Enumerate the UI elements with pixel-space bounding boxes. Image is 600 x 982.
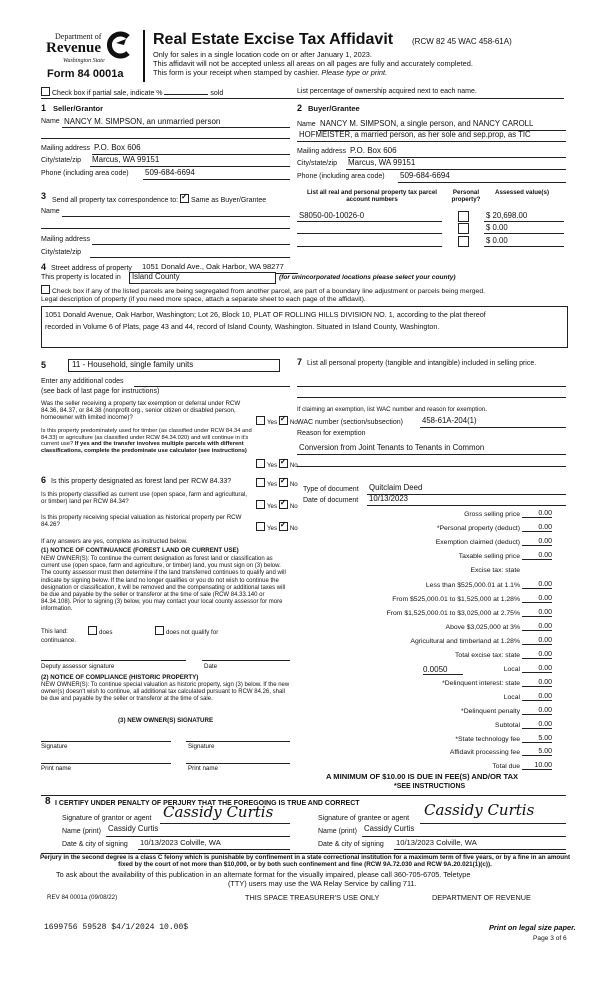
tax-row-label: Taxable selling price bbox=[458, 553, 520, 560]
subtotal[interactable]: 0.00 bbox=[522, 721, 552, 729]
exemption-claimed[interactable]: 0.00 bbox=[522, 538, 552, 546]
treasurer-use-only: THIS SPACE TREASURER'S USE ONLY bbox=[245, 893, 380, 902]
land-use-code: 11 - Household, single family units bbox=[72, 360, 194, 369]
rule bbox=[41, 795, 566, 796]
same-as-buyer-checkbox[interactable] bbox=[180, 194, 189, 203]
tax-row-label: Excise tax: state bbox=[470, 567, 520, 574]
historic-yes-checkbox[interactable] bbox=[256, 522, 265, 531]
buyer-mailing-label: Mailing address bbox=[297, 148, 347, 155]
legal-paper-note: Print on legal size paper. bbox=[489, 923, 576, 932]
exemption-prompt: If claiming an exemption, list WAC number and reason for exemption. bbox=[297, 406, 487, 413]
personal-property-deduct[interactable]: 0.00 bbox=[522, 524, 552, 532]
tax-tier-1[interactable]: 0.00 bbox=[522, 581, 552, 589]
affidavit-processing-fee[interactable]: 5.00 bbox=[522, 748, 552, 756]
notice3-title: (3) NEW OWNER(S) SIGNATURE bbox=[118, 717, 214, 724]
tax-tier-4[interactable]: 0.00 bbox=[522, 623, 552, 631]
seller-city-field[interactable]: Marcus, WA 99151 bbox=[92, 155, 160, 164]
buyer-phone-label: Phone (including area code) bbox=[297, 173, 385, 180]
forest-yes-checkbox[interactable] bbox=[256, 478, 265, 487]
see-instructions-note: *SEE INSTRUCTIONS bbox=[394, 783, 466, 790]
footer-department: DEPARTMENT OF REVENUE bbox=[432, 893, 531, 902]
buyer-name-label: Name bbox=[297, 121, 316, 128]
sec7-text: List all personal property (tangible and intangible) included in selling price. bbox=[307, 360, 537, 367]
delinquent-interest-state[interactable]: 0.00 bbox=[522, 679, 552, 687]
delinquent-interest-local[interactable]: 0.00 bbox=[522, 693, 552, 701]
doc-date-field[interactable]: 10/13/2023 bbox=[369, 494, 409, 503]
current-use-yes-checkbox[interactable] bbox=[256, 500, 265, 509]
assessed-value[interactable]: $ 0.00 bbox=[486, 236, 508, 245]
buyer-name-line1[interactable]: NANCY M. SIMPSON, a single person, and NANCY CAROLL bbox=[320, 119, 534, 128]
parcel-number[interactable]: S8050-00-10026-0 bbox=[299, 211, 365, 220]
grantee-date-city[interactable]: 10/13/2023 Colville, WA bbox=[396, 838, 477, 847]
county-select[interactable] bbox=[129, 272, 276, 284]
legal-description-field[interactable] bbox=[41, 306, 568, 348]
deputy-signature-label: Deputy assessor signature bbox=[41, 663, 115, 670]
tax-row-label: Local bbox=[503, 694, 520, 701]
buyer-heading: Buyer/Grantee bbox=[308, 104, 360, 113]
owner-print-label: Print name bbox=[41, 765, 71, 772]
form-revision: REV 84 0001a (09/08/22) bbox=[47, 894, 118, 901]
dept-line2: Revenue bbox=[46, 40, 101, 56]
sec6-q3-answer: Yes ✓ No bbox=[256, 522, 298, 532]
local-rate[interactable]: 0.0050 bbox=[423, 665, 463, 675]
historic-no-checkbox[interactable] bbox=[279, 522, 288, 531]
assessed-col-header: Assessed value(s) bbox=[495, 189, 549, 196]
minimum-due-note: A MINIMUM OF $10.00 IS DUE IN FEE(S) AND/OR TAX bbox=[326, 772, 519, 781]
buyer-city-field[interactable]: Marcus, WA 99151 bbox=[348, 158, 416, 167]
seller-name-field[interactable]: NANCY M. SIMPSON, an unmarried person bbox=[64, 117, 221, 126]
doc-date-label: Date of document bbox=[303, 497, 359, 504]
if-yes-note: If any answers are yes, complete as instructed below. bbox=[41, 538, 188, 545]
alt-format-line2: (TTY) users may use the WA Relay Service by calling 711. bbox=[228, 879, 417, 888]
this-land-label: This land: bbox=[41, 628, 68, 635]
land-use-code-select[interactable] bbox=[68, 359, 280, 372]
perjury-notice: Perjury in the second degree is a class C felony which is punishable by confinement in a state correctional institution for a maximum term of five years, or by a fine in an amount fixed by the court of not more than $10,000, or by both such confinement and fine (RCW 9A.72.030 and RCW 9A.20.021(1)(c)). bbox=[39, 854, 571, 869]
reason-label: Reason for exemption bbox=[297, 430, 366, 437]
total-excise-state[interactable]: 0.00 bbox=[522, 651, 552, 659]
sec5-q2: Is this property predominately used for timber (as classified under RCW 84.34 and 84.33) or agriculture (as classified under RCW 84.34.020) and will continue in it's current use? If yes and the transfer involves multiple parcels with different classifications, complete the predominate use calculator (see instructions) bbox=[41, 428, 252, 454]
notice2-body: NEW OWNER(S): To continue special valuation as historic property, sign (3) below. If the new owner(s) doesn't wish to continue, all additional tax calculated pursuant to RCW 84.26, shall be due and payable by the seller or transferor at the time of sale. bbox=[41, 682, 290, 703]
q2-yes-checkbox[interactable] bbox=[256, 459, 265, 468]
buyer-mailing-field[interactable]: P.O. Box 606 bbox=[350, 146, 397, 155]
header-divider bbox=[143, 30, 145, 82]
seller-number: 1 bbox=[41, 103, 47, 113]
sec3-text: Send all property tax correspondence to: ✓ Same as Buyer/Grantee bbox=[52, 194, 266, 205]
reason-field[interactable]: Conversion from Joint Tenants to Tenants in Common bbox=[299, 443, 485, 452]
tax-row-label: Gross selling price bbox=[464, 511, 520, 518]
see-back-label: (see back of last page for instructions) bbox=[41, 388, 160, 395]
notice1-title: (1) NOTICE OF CONTINUANCE (FOREST LAND OR CURRENT USE) bbox=[41, 547, 239, 554]
seller-heading: Seller/Grantor bbox=[53, 104, 104, 113]
sec4-number: 4 bbox=[41, 262, 47, 272]
seller-phone-label: Phone (including area code) bbox=[41, 170, 129, 177]
tax-row-label: From $1,525,000.01 to $3,025,000 at 2.75% bbox=[386, 610, 520, 617]
continuance-label: continuance. bbox=[41, 637, 77, 644]
sec6-q1-answer: Yes ✓ No bbox=[256, 478, 298, 488]
assessed-value[interactable]: $ 0.00 bbox=[486, 223, 508, 232]
tax-row-label: Exemption claimed (deduct) bbox=[435, 539, 520, 546]
tax-row-label: *Delinquent interest: state bbox=[442, 680, 520, 687]
tax-tier-2[interactable]: 0.00 bbox=[522, 595, 552, 603]
alt-format-line1: To ask about the availability of this publication in an alternate format for the visually impaired, please call 360-705-6705. Teletype bbox=[56, 870, 471, 879]
tax-row-label: Less than $525,000.01 at 1.1% bbox=[425, 582, 520, 589]
tax-row-label: Above $3,025,000 at 3% bbox=[445, 624, 520, 631]
legal-line-1: 1051 Donald Avenue, Oak Harbor, Washington; Lot 26, Block 10, PLAT OF ROLLING HILLS DIVISION NO. 1, according to the plat thereof bbox=[45, 310, 486, 319]
sec6-q3: Is this property receiving special valuation as historical property per RCW 84.26? bbox=[41, 514, 242, 529]
sec8-number: 8 bbox=[45, 796, 51, 807]
header-note-3: This form is your receipt when stamped by cashier. Please type or print. bbox=[153, 68, 388, 77]
owner2-print-label: Print name bbox=[188, 765, 218, 772]
sec5-number: 5 bbox=[41, 360, 47, 370]
grantor-signature-label: Signature of grantor or agent bbox=[62, 815, 152, 822]
notice1-body: NEW OWNER(S): To continue the current designation as forest land or classification as current use (open space, farm and agriculture, or timber) land, you must sign on (3) below. The county assessor must then determine if the land transferred continues to qualify and will indicate by signing below. If the land no longer qualifies or you do not wish to continue the designation or classification, it will be removed and the compensating or additional taxes will be due and payable by the seller or transferor at the time of sale (RCW 84.33.140 or 84.34.108). Prior to signing (3) below, you may contact your local county assessor for more information. bbox=[41, 556, 286, 613]
form-title: Real Estate Excise Tax Affidavit bbox=[153, 31, 394, 48]
tax-row-label: Affidavit processing fee bbox=[449, 749, 520, 756]
doc-type-field[interactable]: Quitclaim Deed bbox=[369, 483, 423, 492]
grantor-signature[interactable]: Cassidy Curtis bbox=[163, 803, 274, 821]
gross-selling-price[interactable]: 0.00 bbox=[522, 510, 552, 518]
segregated-row: Check box if any of the listed parcels are being segregated from another parcel, are part of a boundary line adjustment or parcels being merged. bbox=[41, 285, 485, 296]
sec3-number: 3 bbox=[41, 191, 47, 201]
seller-name-label: Name bbox=[41, 118, 60, 125]
q1-yes-checkbox[interactable] bbox=[256, 416, 265, 425]
county-note: (for unincorporated locations please select your county) bbox=[279, 274, 456, 281]
q1-no-checkbox[interactable] bbox=[279, 416, 288, 425]
tax-tier-3[interactable]: 0.00 bbox=[522, 609, 552, 617]
delinquent-penalty[interactable]: 0.00 bbox=[522, 707, 552, 715]
legal-line-2: recorded in Volume 6 of Plats, page 43 and 44, record of Island County, Washington. Situated in Island County, Washington. bbox=[45, 322, 440, 331]
dept-line3: Washington State bbox=[63, 58, 105, 64]
sec3-name-label: Name bbox=[41, 208, 60, 215]
segregated-checkbox[interactable] bbox=[41, 285, 50, 294]
sec3-city-label: City/state/zip bbox=[41, 249, 82, 256]
total-due[interactable]: 10.00 bbox=[522, 762, 552, 770]
forest-no-checkbox[interactable] bbox=[279, 478, 288, 487]
form-rcw: (RCW 82 45 WAC 458-61A) bbox=[412, 37, 512, 46]
seller-city-label: City/state/zip bbox=[41, 157, 82, 164]
owner-signature-label: Signature bbox=[41, 743, 68, 750]
rule bbox=[41, 98, 564, 99]
sec7-number: 7 bbox=[297, 357, 303, 367]
county-value: Island County bbox=[132, 272, 180, 281]
owner2-signature-label: Signature bbox=[188, 743, 215, 750]
seller-mailing-field[interactable]: P.O. Box 606 bbox=[94, 143, 141, 152]
seller-mailing-label: Mailing address bbox=[41, 145, 91, 152]
does-checkbox[interactable] bbox=[88, 626, 97, 635]
buyer-city-label: City/state/zip bbox=[297, 160, 338, 167]
sec6-q1: Is this property designated as forest land per RCW 84.33? bbox=[51, 478, 232, 485]
ownership-note: List percentage of ownership acquired next to each name. bbox=[297, 88, 477, 95]
does-option: does bbox=[88, 626, 112, 636]
tax-row-label: *State technology fee bbox=[455, 736, 520, 743]
local-tax[interactable]: 0.00 bbox=[522, 665, 552, 673]
sec6-number: 6 bbox=[41, 475, 47, 485]
tax-row-label: Total due bbox=[492, 763, 520, 770]
buyer-name-line2[interactable]: HOFMEISTER, a married person, as her sole and sep.prop, as TIC bbox=[299, 130, 531, 139]
agricultural-tax[interactable]: 0.00 bbox=[522, 637, 552, 645]
partial-sale-checkbox[interactable] bbox=[41, 87, 50, 96]
grantee-name-label: Name (print) bbox=[318, 828, 357, 835]
state-technology-fee[interactable]: 5.00 bbox=[522, 735, 552, 743]
partial-sale-row: Check box if partial sale, indicate % sold bbox=[41, 87, 223, 98]
buyer-number: 2 bbox=[297, 103, 303, 113]
tax-row-label: *Personal property (deduct) bbox=[436, 525, 520, 532]
additional-codes-label: Enter any additional codes bbox=[41, 378, 124, 385]
does-not-option: does not qualify for bbox=[155, 626, 218, 636]
parcel-col-header: List all real and personal property tax parcel account numbers bbox=[307, 189, 437, 204]
taxable-selling-price[interactable]: 0.00 bbox=[522, 552, 552, 560]
street-label: Street address of property bbox=[51, 265, 132, 272]
assessed-value[interactable]: $ 20,698.00 bbox=[486, 211, 528, 220]
grantor-date-label: Date & city of signing bbox=[62, 841, 128, 848]
tax-row-label: Agricultural and timberland at 1.28% bbox=[410, 638, 520, 645]
q2-no-checkbox[interactable] bbox=[279, 459, 288, 468]
form-number: Form 84 0001a bbox=[47, 68, 124, 80]
tax-row-label: Local bbox=[503, 666, 520, 673]
current-use-no-checkbox[interactable] bbox=[279, 500, 288, 509]
tax-row-label: *Delinquent penalty bbox=[461, 708, 520, 715]
personal-col-header: Personal property? bbox=[451, 189, 481, 204]
tax-row-label: Subtotal bbox=[495, 722, 520, 729]
header-note-1: Only for sales in a single location code on or after January 1, 2023. bbox=[153, 50, 372, 59]
legal-label: Legal description of property (if you need more space, attach a separate sheet to each page of the affidavit). bbox=[41, 296, 366, 303]
personal-property-checkbox[interactable] bbox=[458, 223, 469, 234]
buyer-phone-field[interactable]: 509-684-6694 bbox=[400, 171, 450, 180]
sec3-mailing-label: Mailing address bbox=[41, 236, 91, 243]
located-label: This property is located in bbox=[41, 274, 121, 281]
personal-property-checkbox[interactable] bbox=[458, 236, 469, 247]
wac-label: WAC number (section/subsection) bbox=[297, 419, 403, 426]
personal-property-checkbox[interactable] bbox=[458, 211, 469, 222]
deputy-date-label: Date bbox=[204, 663, 218, 670]
seller-phone-field[interactable]: 509-684-6694 bbox=[145, 168, 195, 177]
grantee-date-label: Date & city of signing bbox=[318, 841, 384, 848]
grantor-name[interactable]: Cassidy Curtis bbox=[108, 824, 159, 833]
does-not-checkbox[interactable] bbox=[155, 626, 164, 635]
grantor-date-city[interactable]: 10/13/2023 Colville, WA bbox=[140, 838, 221, 847]
doc-type-label: Type of document bbox=[303, 486, 359, 493]
sec5-q1-answer: Yes ✓ No bbox=[256, 416, 298, 426]
sec5-q1: Was the seller receiving a property tax exemption or deferral under RCW 84.36, 84.37, or 84.38 (nonprofit org., senior citizen or disabled person, homeowner with limited income)? bbox=[41, 400, 241, 422]
certify-statement: I CERTIFY UNDER PENALTY OF PERJURY THAT THE FOREGOING IS TRUE AND CORRECT bbox=[55, 800, 360, 807]
dor-logo-icon bbox=[106, 31, 132, 59]
notice2-title: (2) NOTICE OF COMPLIANCE (HISTORIC PROPERTY) bbox=[41, 674, 199, 681]
sec6-q2-answer: Yes ✓ No bbox=[256, 500, 298, 510]
grantee-signature-label: Signature of grantee or agent bbox=[318, 815, 410, 822]
tax-row-label: From $525,000.01 to $1,525,000 at 1.28% bbox=[392, 596, 520, 603]
treasurer-stamp: 1699756 59528 $4/1/2024 10.00$ bbox=[44, 923, 189, 932]
grantee-name[interactable]: Cassidy Curtis bbox=[364, 824, 415, 833]
grantee-signature[interactable]: Cassidy Curtis bbox=[424, 801, 535, 819]
street-field[interactable]: 1051 Donald Ave., Oak Harbor, WA 98277 bbox=[142, 262, 284, 271]
tax-row-label: Total excise tax: state bbox=[455, 652, 520, 659]
sec6-q2: Is this property classified as current use (open space, farm and agricultural, or timber) land per RCW 84.34? bbox=[41, 491, 248, 506]
dept-line1: Department of bbox=[55, 32, 102, 41]
header-note-2: This affidavit will not be accepted unless all areas on all pages are fully and accurately completed. bbox=[153, 59, 473, 68]
sec5-q2-answer: Yes ✓ No bbox=[256, 459, 298, 469]
grantor-name-label: Name (print) bbox=[62, 828, 101, 835]
page-number: Page 3 of 6 bbox=[533, 935, 567, 942]
wac-field[interactable]: 458-61A-204(1) bbox=[422, 416, 477, 425]
